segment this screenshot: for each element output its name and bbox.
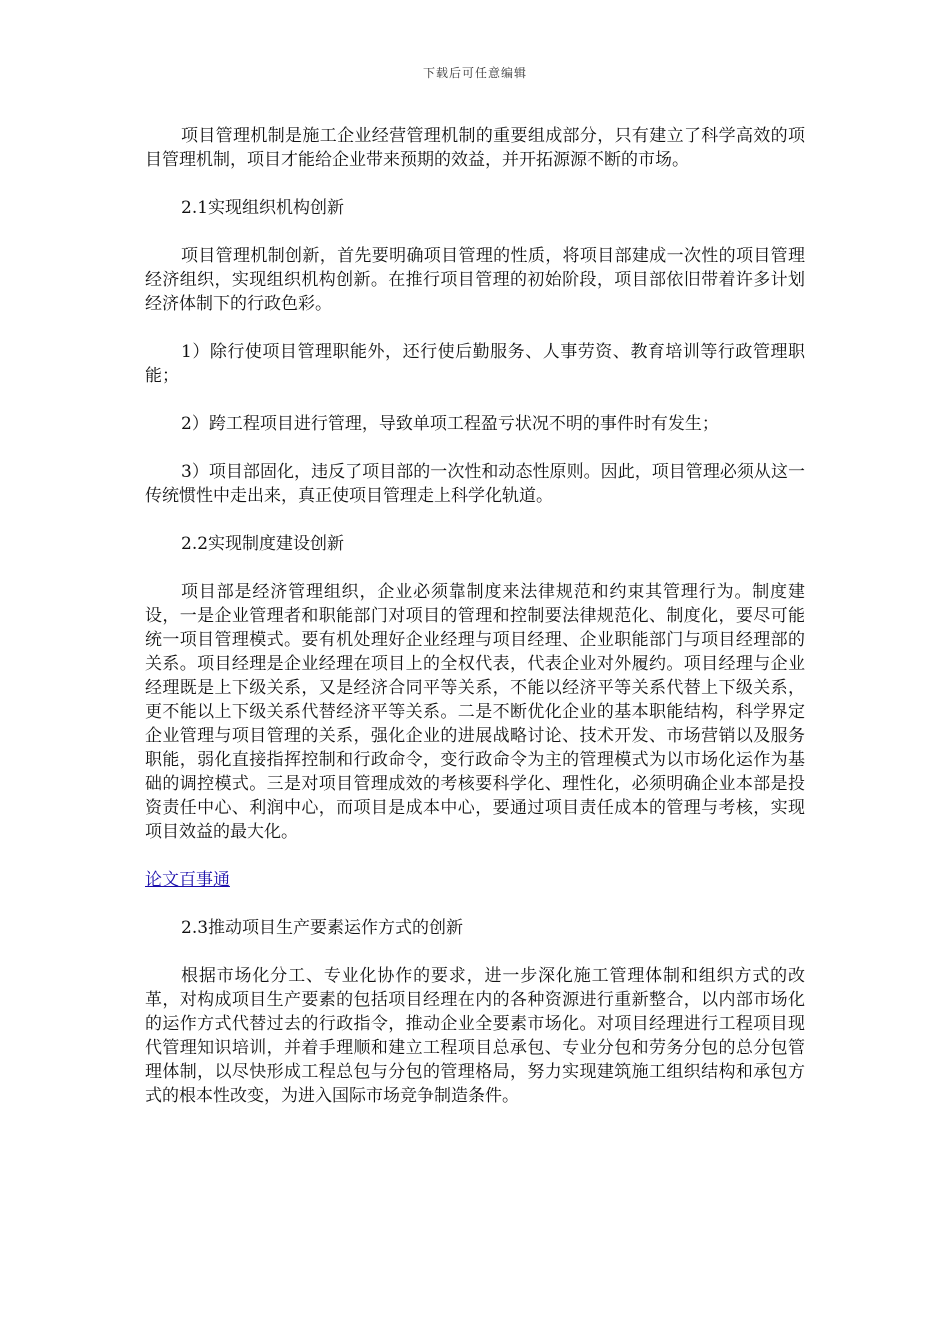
list-item-1: 1）除行使项目管理职能外，还行使后勤服务、人事劳资、教育培训等行政管理职能； <box>145 342 805 386</box>
list-item-2: 2）跨工程项目进行管理，导致单项工程盈亏状况不明的事件时有发生； <box>181 414 719 434</box>
section-heading-2-3: 2.3推动项目生产要素运作方式的创新 <box>181 918 464 938</box>
paper-link[interactable]: 论文百事通 <box>145 870 230 890</box>
paragraph-intro: 项目管理机制是施工企业经营管理机制的重要组成部分，只有建立了科学高效的项目管理机制，项目才能给企业带来预期的效益，并开拓源源不断的市场。 <box>145 126 805 170</box>
paragraph-org-innovation: 项目管理机制创新，首先要明确项目管理的性质，将项目部建成一次性的项目管理经济组织，实现组织机构创新。在推行项目管理的初始阶段，项目部依旧带着许多计划经济体制下的行政色彩。 <box>145 246 805 314</box>
section-heading-2-1: 2.1实现组织机构创新 <box>181 198 345 218</box>
document-body <box>145 124 805 1132</box>
paragraph-production-factors: 根据市场化分工、专业化协作的要求，进一步深化施工管理体制和组织方式的改革，对构成项目生产要素的包括项目经理在内的各种资源进行重新整合，以内部市场化的运作方式代替过去的行政指令，推动企业全要素市场化。对项目经理进行工程项目现代管理知识培训，并着手理顺和建立工程项目总承包、专业分包和劳务分包的总分包管理体制，以尽快形成工程总包与分包的管理格局，努力实现建筑施工组织结构和承包方式的根本性改变，为进入国际市场竞争制造条件。 <box>145 966 805 1106</box>
list-item-3: 3）项目部固化，违反了项目部的一次性和动态性原则。因此，项目管理必须从这一传统惯性中走出来，真正使项目管理走上科学化轨道。 <box>145 462 805 506</box>
paragraph-system-building: 项目部是经济管理组织，企业必须靠制度来法律规范和约束其管理行为。制度建设，一是企业管理者和职能部门对项目的管理和控制要法律规范化、制度化，要尽可能统一项目管理模式。要有机处理好企业经理与项目经理、企业职能部门与项目经理部的关系。项目经理是企业经理在项目上的全权代表，代表企业对外履约。项目经理与企业经理既是上下级关系，又是经济合同平等关系，不能以经济平等关系代替上下级关系，更不能以上下级关系代替经济平等关系。二是不断优化企业的基本职能结构，科学界定企业管理与项目管理的关系，强化企业的进展战略讨论、技术开发、市场营销以及服务职能，弱化直接指挥控制和行政命令，变行政命令为主的管理模式为以市场化运作为基础的调控模式。三是对项目管理成效的考核要科学化、理性化，必须明确企业本部是投资责任中心、利润中心，而项目是成本中心，要通过项目责任成本的管理与考核，实现项目效益的最大化。 <box>145 582 805 842</box>
link-container <box>145 868 805 892</box>
page-header: 下载后可任意编辑 <box>422 66 527 80</box>
section-heading-2-2: 2.2实现制度建设创新 <box>181 534 345 554</box>
